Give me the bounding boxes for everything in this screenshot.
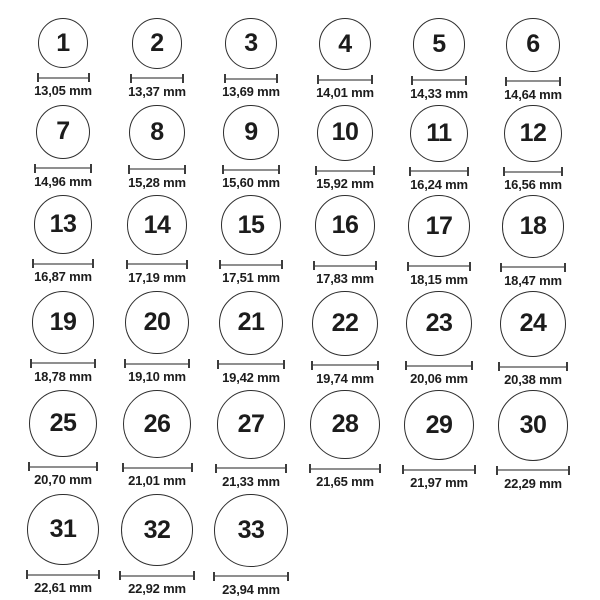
diameter-dimension-line: [130, 74, 184, 83]
ring-size-item: [110, 195, 204, 288]
ring-circle: [312, 291, 377, 356]
ring-size-number: 25: [49, 409, 77, 438]
ring-size-number: 31: [49, 515, 77, 544]
ring-diameter-label: 19,74 mm: [316, 370, 374, 386]
ring-diameter-label: 21,01 mm: [128, 473, 186, 489]
ring-circle: [123, 390, 191, 458]
ring-diameter-label: 19,42 mm: [222, 369, 280, 385]
ring-size-number: 4: [338, 29, 352, 58]
ring-circle: [310, 390, 379, 459]
ring-size-number: 20: [143, 307, 171, 336]
ring-size-item: [392, 105, 486, 194]
ring-size-number: 27: [237, 409, 265, 438]
ring-diameter-label: 21,65 mm: [316, 474, 374, 490]
ring-diameter-label: 22,29 mm: [504, 475, 562, 491]
ring-diameter-label: 21,33 mm: [222, 473, 280, 489]
ring-size-item: [16, 291, 110, 388]
ring-size-item: [392, 195, 486, 288]
ring-diameter-label: 22,92 mm: [128, 581, 186, 597]
ring-diameter-label: 22,61 mm: [34, 580, 92, 596]
ring-diameter-label: 15,60 mm: [222, 175, 280, 191]
ring-circle: [129, 105, 184, 160]
diameter-dimension-line: [405, 361, 474, 370]
ring-circle: [214, 494, 287, 567]
ring-diameter-label: 14,64 mm: [504, 86, 562, 102]
ring-size-number: 15: [237, 210, 265, 239]
ring-size-number: 29: [425, 410, 453, 439]
diameter-dimension-line: [402, 465, 475, 474]
ring-diameter-label: 14,33 mm: [410, 85, 468, 101]
ring-size-number: 28: [331, 410, 359, 439]
diameter-dimension-line: [128, 165, 186, 174]
ring-circle: [413, 18, 466, 71]
ring-diameter-label: 16,56 mm: [504, 177, 562, 193]
ring-size-item: [204, 105, 298, 194]
ring-circle: [504, 105, 562, 163]
diameter-dimension-line: [224, 74, 278, 83]
ring-size-item: [204, 390, 298, 492]
diameter-dimension-line: [37, 73, 90, 82]
ring-size-number: 30: [519, 410, 547, 439]
ring-circle: [406, 291, 472, 357]
diameter-dimension-line: [317, 75, 372, 84]
diameter-dimension-line: [411, 76, 467, 85]
diameter-dimension-line: [505, 77, 562, 86]
diameter-dimension-line: [119, 571, 194, 580]
ring-size-item: [110, 18, 204, 103]
ring-diameter-label: 17,19 mm: [128, 269, 186, 285]
diameter-dimension-line: [313, 261, 377, 270]
ring-diameter-label: 13,69 mm: [222, 84, 280, 100]
diameter-dimension-line: [213, 572, 289, 581]
ring-size-item: [16, 390, 110, 492]
ring-size-number: 12: [519, 118, 547, 147]
ring-size-number: 5: [432, 29, 446, 58]
ring-size-number: 18: [519, 211, 547, 240]
ring-diameter-label: 18,78 mm: [34, 368, 92, 384]
diameter-dimension-line: [217, 360, 284, 369]
ring-diameter-label: 20,70 mm: [34, 472, 92, 488]
ring-size-item: [486, 390, 580, 492]
diameter-dimension-line: [503, 167, 564, 176]
ring-size-item: [110, 494, 204, 598]
ring-size-item: [298, 390, 392, 492]
ring-size-item: [204, 291, 298, 388]
ring-diameter-label: 15,92 mm: [316, 176, 374, 191]
ring-size-number: 2: [150, 28, 164, 57]
diameter-dimension-line: [311, 361, 379, 370]
diameter-dimension-line: [222, 165, 281, 174]
ring-circle: [315, 195, 376, 256]
ring-size-item: [204, 494, 298, 598]
ring-size-number: 33: [237, 515, 265, 544]
ring-diameter-label: 13,37 mm: [128, 83, 186, 99]
ring-size-number: 9: [244, 117, 258, 146]
ring-circle: [408, 195, 470, 257]
ring-size-number: 7: [56, 117, 70, 146]
diameter-dimension-line: [124, 359, 191, 368]
ring-circle: [223, 105, 279, 161]
ring-size-number: 26: [143, 409, 171, 438]
ring-diameter-label: 20,06 mm: [410, 371, 468, 387]
ring-size-item: [110, 390, 204, 492]
ring-size-number: 17: [425, 211, 453, 240]
ring-size-item: [110, 105, 204, 194]
ring-size-number: 32: [143, 515, 171, 544]
ring-circle: [500, 291, 567, 358]
ring-circle: [404, 390, 474, 460]
ring-size-number: 23: [425, 308, 453, 337]
ring-diameter-label: 13,05 mm: [34, 83, 92, 98]
ring-diameter-label: 18,47 mm: [504, 272, 562, 288]
diameter-dimension-line: [32, 259, 94, 268]
diameter-dimension-line: [30, 359, 96, 368]
diameter-dimension-line: [309, 464, 381, 473]
ring-circle: [319, 18, 371, 70]
ring-size-item: [204, 195, 298, 288]
ring-size-item: [16, 105, 110, 194]
ring-size-number: 13: [49, 210, 77, 239]
diameter-dimension-line: [500, 263, 565, 272]
ring-circle: [498, 390, 569, 461]
ring-size-number: 19: [49, 307, 77, 336]
diameter-dimension-line: [126, 260, 188, 269]
ring-size-item: [16, 494, 110, 598]
ring-size-number: 21: [237, 308, 265, 337]
ring-size-item: [486, 105, 580, 194]
ring-circle: [132, 18, 183, 69]
ring-diameter-label: 15,28 mm: [128, 174, 186, 190]
ring-size-item: [392, 291, 486, 388]
ring-diameter-label: 23,94 mm: [222, 581, 280, 597]
ring-size-item: [486, 18, 580, 103]
ring-circle: [27, 494, 99, 566]
ring-size-item: [392, 18, 486, 103]
diameter-dimension-line: [122, 463, 193, 472]
ring-size-number: 3: [244, 29, 258, 58]
ring-diameter-label: 17,51 mm: [222, 270, 280, 286]
diameter-dimension-line: [34, 164, 91, 173]
ring-diameter-label: 20,38 mm: [504, 372, 562, 388]
ring-circle: [125, 291, 189, 355]
ring-diameter-label: 16,24 mm: [410, 176, 468, 192]
ring-circle: [36, 105, 90, 159]
ring-circle: [317, 105, 373, 161]
ring-diameter-label: 18,15 mm: [410, 271, 468, 287]
ring-size-item: [298, 18, 392, 103]
ring-size-item: [298, 195, 392, 288]
ring-circle: [221, 195, 281, 255]
ring-size-item: [298, 291, 392, 388]
ring-size-number: 14: [143, 210, 171, 239]
ring-circle: [121, 494, 193, 566]
diameter-dimension-line: [407, 262, 472, 271]
diameter-dimension-line: [496, 466, 570, 475]
ring-size-number: 8: [150, 117, 164, 146]
ring-size-item: [298, 105, 392, 194]
ring-size-item: [16, 18, 110, 103]
diameter-dimension-line: [498, 362, 568, 371]
diameter-dimension-line: [409, 167, 469, 176]
ring-circle: [127, 195, 186, 254]
ring-circle: [225, 18, 276, 69]
ring-size-number: 16: [331, 211, 359, 240]
ring-circle: [38, 18, 88, 68]
diameter-dimension-line: [219, 260, 282, 269]
ring-size-item: [486, 195, 580, 288]
ring-circle: [219, 291, 283, 355]
ring-diameter-label: 19,10 mm: [128, 369, 186, 385]
diameter-dimension-line: [315, 166, 374, 175]
ring-size-number: 1: [56, 28, 70, 57]
ring-circle: [32, 291, 95, 354]
ring-circle: [29, 390, 96, 457]
ring-diameter-label: 14,01 mm: [316, 85, 374, 101]
ring-circle: [217, 390, 286, 459]
ring-circle: [506, 18, 560, 72]
ring-size-item: [204, 18, 298, 103]
ring-size-number: 22: [331, 308, 359, 337]
ring-circle: [34, 195, 93, 254]
ring-size-item: [110, 291, 204, 388]
ring-size-number: 11: [426, 118, 452, 147]
ring-diameter-label: 21,97 mm: [410, 475, 468, 491]
ring-circle: [410, 105, 467, 162]
ring-size-item: [392, 390, 486, 492]
ring-size-number: 24: [519, 309, 547, 338]
diameter-dimension-line: [28, 462, 98, 471]
ring-circle: [502, 195, 564, 257]
ring-size-number: 6: [526, 30, 540, 59]
ring-size-item: [486, 291, 580, 388]
ring-size-item: [16, 195, 110, 288]
diameter-dimension-line: [26, 570, 101, 579]
ring-diameter-label: 14,96 mm: [34, 173, 92, 189]
ring-diameter-label: 17,83 mm: [316, 271, 374, 287]
ring-size-number: 10: [331, 118, 359, 147]
ring-diameter-label: 16,87 mm: [34, 269, 92, 284]
diameter-dimension-line: [215, 464, 287, 473]
